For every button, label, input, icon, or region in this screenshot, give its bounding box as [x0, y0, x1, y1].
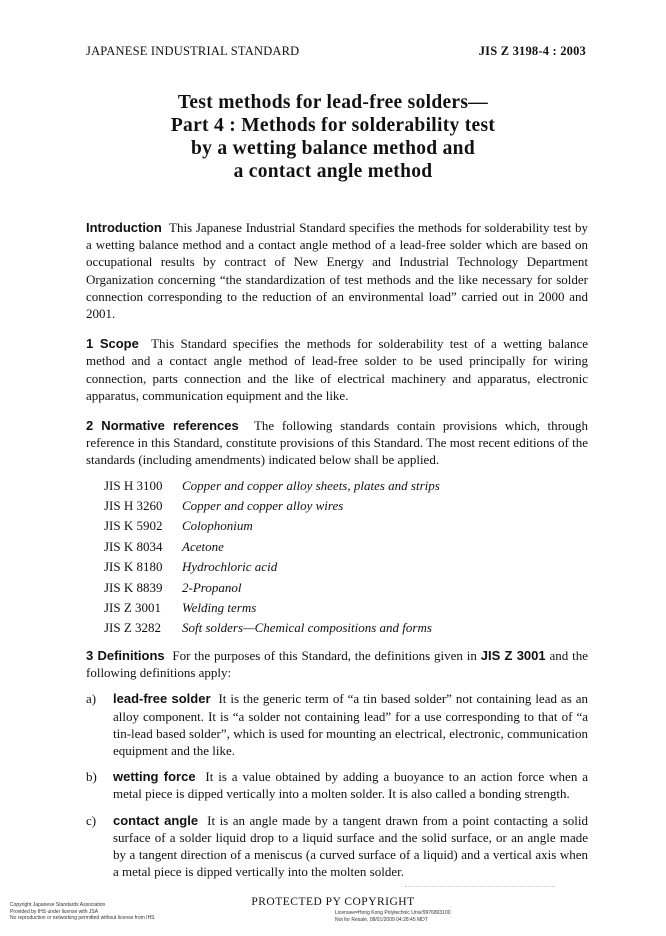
- definition-text: It is an angle made by a tangent drawn from a point contacting a solid surface of a solder liquid drop to a liquid surface and the solid surface, or an angle made by a tangent direction of a meniscus (a curved surface of a liquid) and a vertical axis when a metal piece is dipped vertically into the molten solder.: [113, 812, 589, 880]
- license-info-right: [335, 910, 451, 923]
- document-body: [86, 219, 588, 889]
- reference-code: JIS Z 3001: [104, 600, 162, 616]
- reference-code: JIS H 3260: [104, 498, 163, 514]
- definition-text: It is the generic term of “a tin based solder” not containing lead as an alloy component. It is “a solder not containing lead” for a use corresponding to that of “a tin-lead based solder”, which is used for mounting an electrical, electronic, communication equipment and the like.: [113, 691, 588, 758]
- definitions-reference: JIS Z 3001: [480, 647, 546, 663]
- reference-item: [104, 537, 588, 557]
- scope-heading: 1 Scope: [86, 336, 139, 352]
- definition-text: It is a value obtained by adding a buoyance to an action force when a metal piece is dipped vertically into a molten solder. It is also called a bonding strength.: [113, 769, 589, 802]
- definition-label: c): [86, 812, 97, 828]
- reference-title: Acetone: [182, 538, 224, 554]
- normative-references-heading: 2 Normative references: [86, 418, 239, 434]
- introduction-text: This Japanese Industrial Standard specifies the methods for solderability test by a wetting balance method and a contact angle method of a lead-free solder which are based on occupational results by contract of New Energy and Industrial Technology Department Organization concerning “the standardization of test methods and the like necessary for solder connection corresponding to the reduction of an environmental load” carried out in 2000 and 2001.: [86, 220, 588, 322]
- reference-code: JIS Z 3282: [104, 620, 162, 636]
- definition-item: [86, 768, 588, 802]
- header-standard-number: JIS Z 3198-4 : 2003: [478, 44, 586, 58]
- reference-title: Colophonium: [182, 518, 253, 534]
- document-title: [0, 91, 666, 183]
- title-line: by a wetting balance method and: [191, 138, 475, 159]
- resale-line: Not for Resale, 08/01/2009 04:28:45 MDT: [335, 916, 428, 923]
- definition-term: wetting force: [113, 769, 196, 785]
- title-line: Test methods for lead-free solders—: [177, 92, 489, 113]
- reference-code: JIS H 3100: [104, 477, 163, 493]
- reference-list: [104, 476, 588, 639]
- definition-label: b): [86, 769, 97, 785]
- license-line: No reproduction or networking permitted without license from IHS: [10, 915, 155, 921]
- licensee-line: Licensee=Hong Kong Polytechnic Univ/9976803100: [335, 910, 451, 916]
- normative-references-text: The following standards contain provisions which, through reference in this Standard, constitute provisions of this Standard. The most recent editions of the standards (including amendments) indicated below shall be applied.: [86, 418, 588, 468]
- copyright-notice: PROTECTED PY COPYRIGHT: [251, 896, 415, 908]
- reference-item: [104, 476, 588, 496]
- license-line: Copyright Japanese Standards Association: [10, 902, 106, 908]
- definitions-text-after: and the following definitions apply:: [86, 647, 589, 681]
- definition-term: lead-free solder: [113, 691, 211, 707]
- normative-references-section: [86, 417, 588, 469]
- introduction-heading: Introduction: [86, 220, 162, 235]
- footer-dotted-rule: [405, 886, 555, 887]
- title-line: a contact angle method: [233, 161, 433, 182]
- definition-list: [86, 690, 588, 880]
- introduction-section: [86, 219, 588, 322]
- scope-text: This Standard specifies the methods for solderability test of a wetting balance method and a contact angle method of lead-free solder to be used principally for wiring connection, parts connection and the like of electrical machinery and apparatus, electronic apparatus, communication equipment and the like.: [86, 336, 588, 403]
- reference-item: [104, 618, 588, 638]
- reference-title: Hydrochloric acid: [182, 559, 278, 575]
- definition-label: a): [86, 691, 97, 707]
- definition-term: contact angle: [113, 812, 199, 828]
- title-line: Part 4 : Methods for solderability test: [170, 115, 496, 136]
- reference-title: Soft solders—Chemical compositions and forms: [182, 620, 432, 636]
- reference-title: Welding terms: [182, 600, 257, 616]
- reference-item: [104, 516, 588, 536]
- license-line: Provided by IHS under license with JSA: [10, 908, 99, 915]
- reference-title: Copper and copper alloy wires: [182, 498, 344, 514]
- header-standard-name: JAPANESE INDUSTRIAL STANDARD: [86, 44, 300, 58]
- reference-code: JIS K 8034: [104, 538, 163, 554]
- reference-item: [104, 578, 588, 598]
- scope-section: [86, 335, 588, 404]
- definitions-heading: 3 Definitions: [86, 647, 165, 663]
- definition-body: [113, 812, 588, 881]
- reference-item: [104, 557, 588, 577]
- definition-item: [86, 812, 588, 881]
- license-info-left: [10, 902, 155, 922]
- definition-item: [86, 690, 588, 759]
- reference-code: JIS K 8180: [104, 559, 163, 575]
- definition-body: [113, 768, 588, 802]
- definitions-text-before: For the purposes of this Standard, the definitions given in: [172, 647, 477, 663]
- reference-title: Copper and copper alloy sheets, plates and strips: [182, 477, 440, 493]
- reference-item: [104, 496, 588, 516]
- reference-item: [104, 598, 588, 618]
- definition-body: [113, 690, 588, 759]
- definitions-section: [86, 647, 588, 681]
- reference-code: JIS K 8839: [104, 579, 163, 595]
- reference-code: JIS K 5902: [104, 518, 163, 534]
- reference-title: 2-Propanol: [182, 579, 242, 595]
